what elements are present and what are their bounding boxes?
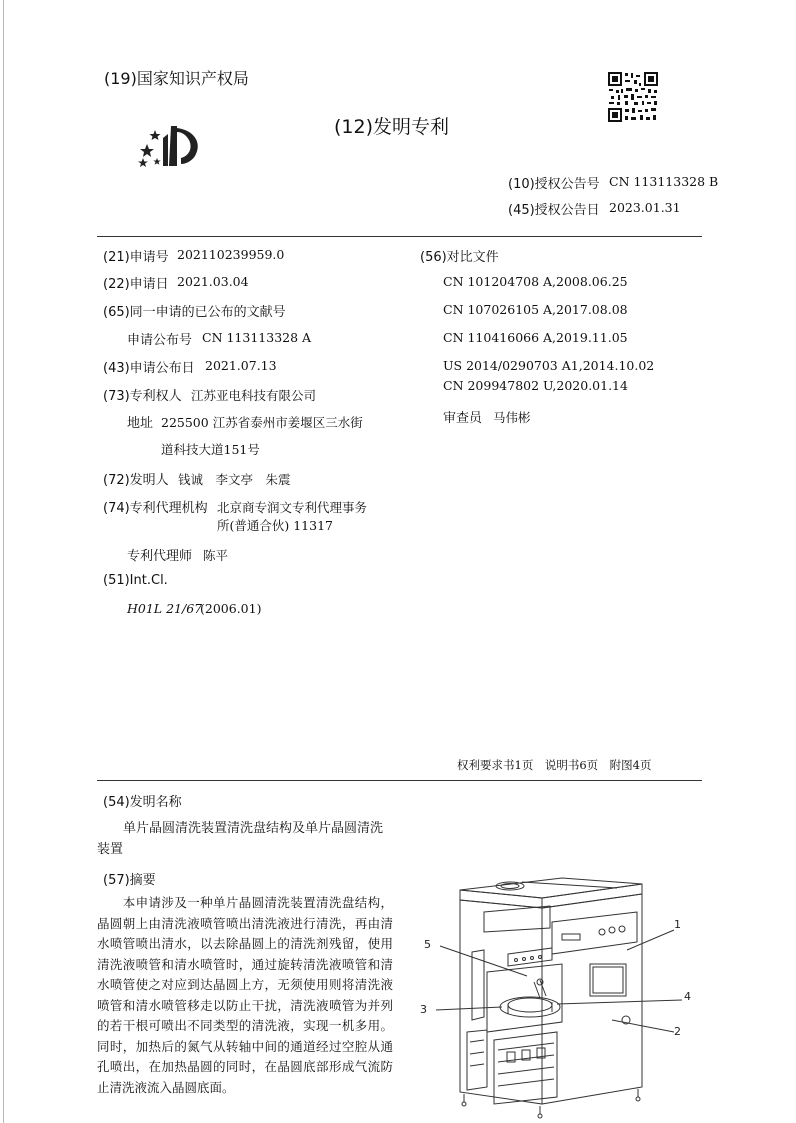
- grant-number: CN 113113328 B: [609, 174, 719, 189]
- application-date-label: (22)申请日: [103, 277, 169, 292]
- abstract-label: (57)摘要: [103, 873, 156, 888]
- agency-label: (74)专利代理机构: [103, 501, 208, 516]
- publication-number-label: 申请公布号: [127, 333, 193, 348]
- grant-number-label: (10)授权公告号: [508, 177, 600, 192]
- reference-item: CN 101204708 A,2008.06.25: [443, 274, 628, 289]
- cnipa-logo-icon: [133, 120, 213, 172]
- agent: 陈平: [203, 548, 229, 563]
- reference-item: CN 107026105 A,2017.08.08: [443, 302, 628, 317]
- references-label: (56)对比文件: [420, 250, 499, 265]
- figure-label: 3: [420, 1003, 427, 1016]
- section-divider: [97, 780, 702, 781]
- invention-title-text: 单片晶圆清洗装置清洗盘结构及单片晶圆清洗装置: [97, 821, 384, 857]
- figure-label: 4: [684, 990, 691, 1003]
- abstract-body: [97, 893, 393, 1098]
- invention-title: [97, 818, 393, 860]
- agent-label: 专利代理师: [127, 549, 193, 564]
- apparatus-figure: [412, 872, 702, 1123]
- int-cl-version: (2006.01): [200, 601, 262, 616]
- int-cl-label: (51)Int.Cl.: [103, 573, 168, 588]
- reference-item: CN 209947802 U,2020.01.14: [443, 378, 628, 393]
- abstract-text: 本申请涉及一种单片晶圆清洗装置清洗盘结构，晶圆朝上由清洗液喷管喷出清洗液进行清洗，再由清水喷管喷出清水，以去除晶圆上的清洗剂残留，使用清洗液喷管和清水喷管时，通过旋转清洗液喷管和清水喷管使之对应到达晶圆上方，无须使用则将清洗液喷管和清水喷管移走以防止干扰，清洗液喷管为并列的若干根可喷出不同类型的清洗液，实现一机多用。同时，加热后的氮气从转轴中间的通道经过空腔从通孔喷出，在加热晶圆的同时，在晶圆底部形成气流防止清洗液流入晶圆底面。: [97, 895, 393, 1095]
- address-line-1: 225500 江苏省泰州市姜堰区三水街: [161, 415, 363, 430]
- application-number: 202110239959.0: [177, 247, 285, 262]
- office-name: (19)国家知识产权局: [104, 69, 249, 88]
- reference-item: CN 110416066 A,2019.11.05: [443, 330, 628, 345]
- examiner-label: 审查员: [443, 411, 483, 426]
- inventors-label: (72)发明人: [103, 473, 169, 488]
- figure-label: 2: [674, 1025, 681, 1038]
- examiner: 马伟彬: [493, 410, 531, 425]
- qr-code-icon: [607, 71, 659, 123]
- agency-line-1: 北京商专润文专利代理事务: [217, 500, 368, 515]
- application-number-label: (21)申请号: [103, 250, 169, 265]
- inventors: 钱诚 李文亭 朱震: [178, 472, 291, 487]
- prior-publication-label: (65)同一申请的已公布的文献号: [103, 305, 286, 320]
- int-cl-class: H01L 21/67: [127, 601, 203, 616]
- patentee-label: (73)专利权人: [103, 389, 182, 404]
- page-counts: 权利要求书1页 说明书6页 附图4页: [457, 758, 652, 772]
- grant-date-label: (45)授权公告日: [508, 203, 600, 218]
- address-label: 地址: [127, 416, 154, 431]
- grant-date: 2023.01.31: [609, 200, 681, 215]
- figure-label: 5: [424, 938, 431, 951]
- page-border: [3, 0, 4, 1123]
- document-type: (12)发明专利: [334, 116, 450, 138]
- application-date: 2021.03.04: [177, 274, 249, 289]
- publication-date: 2021.07.13: [205, 358, 277, 373]
- publication-number: CN 113113328 A: [202, 330, 312, 345]
- reference-item: US 2014/0290703 A1,2014.10.02: [443, 358, 655, 373]
- publication-date-label: (43)申请公布日: [103, 361, 195, 376]
- patentee: 江苏亚电科技有限公司: [191, 388, 317, 403]
- address-line-2: 道科技大道151号: [161, 442, 260, 457]
- invention-title-label: (54)发明名称: [103, 795, 182, 810]
- agency-line-2: 所(普通合伙) 11317: [217, 518, 333, 533]
- figure-label: 1: [674, 918, 681, 931]
- header-divider: [97, 236, 702, 237]
